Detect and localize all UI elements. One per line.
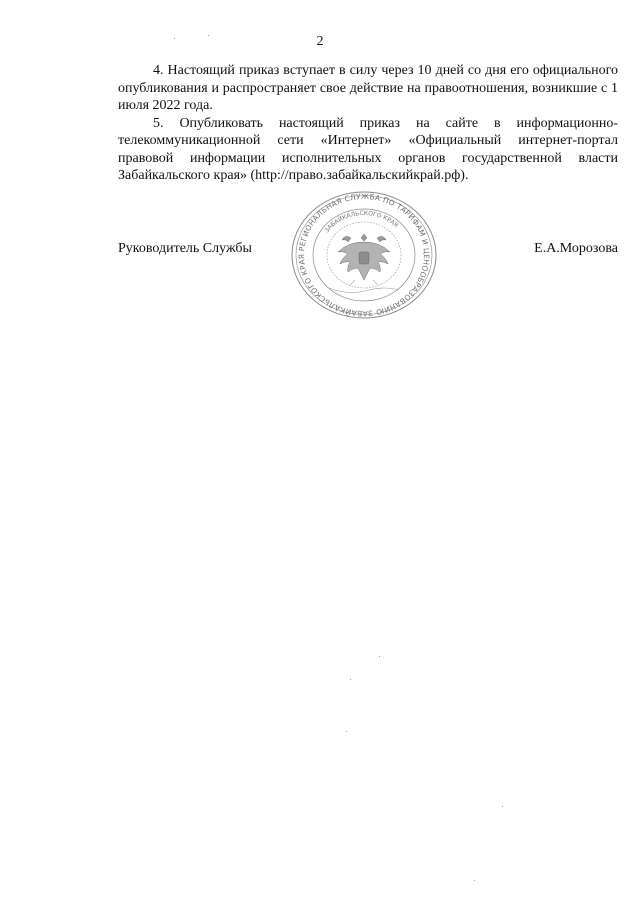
scan-speck [208,35,209,36]
official-seal-stamp [289,190,439,320]
scan-speck [379,656,380,657]
seal-inner-text: ЗАБАЙКАЛЬСКОГО КРАЯ [323,209,400,235]
scan-speck [474,880,475,881]
document-body [118,62,618,185]
page-number: 2 [316,34,324,49]
signatory-name: Е.А.Морозова [534,241,618,256]
paragraph-4: 4. Настоящий приказ вступает в силу через 10 дней со дня его официального опубликования и распространяет свое действие на правоотношения, возникшие с 1 июля 2022 года. [118,63,618,113]
scan-speck [502,806,503,807]
scan-speck [346,731,347,732]
scan-speck [174,38,175,39]
seal-outer-text: РЕГИОНАЛЬНАЯ СЛУЖБА ПО ТАРИФАМ И ЦЕНООБРАЗОВАНИЮ ЗАБАЙКАЛЬСКОГО КРАЯ [296,191,432,319]
signatory-position: Руководитель Службы [118,241,252,256]
paragraph-5: 5. Опубликовать настоящий приказ на сайте в информационно-телекоммуникационной сети «Интернет» «Официальный интернет-портал правовой информации исполнительных органов государственной власти Забайкальского края» (http://право.забайкальскийкрай.рф). [118,115,618,183]
eagle-emblem-icon [338,234,390,285]
scan-speck [350,679,351,680]
